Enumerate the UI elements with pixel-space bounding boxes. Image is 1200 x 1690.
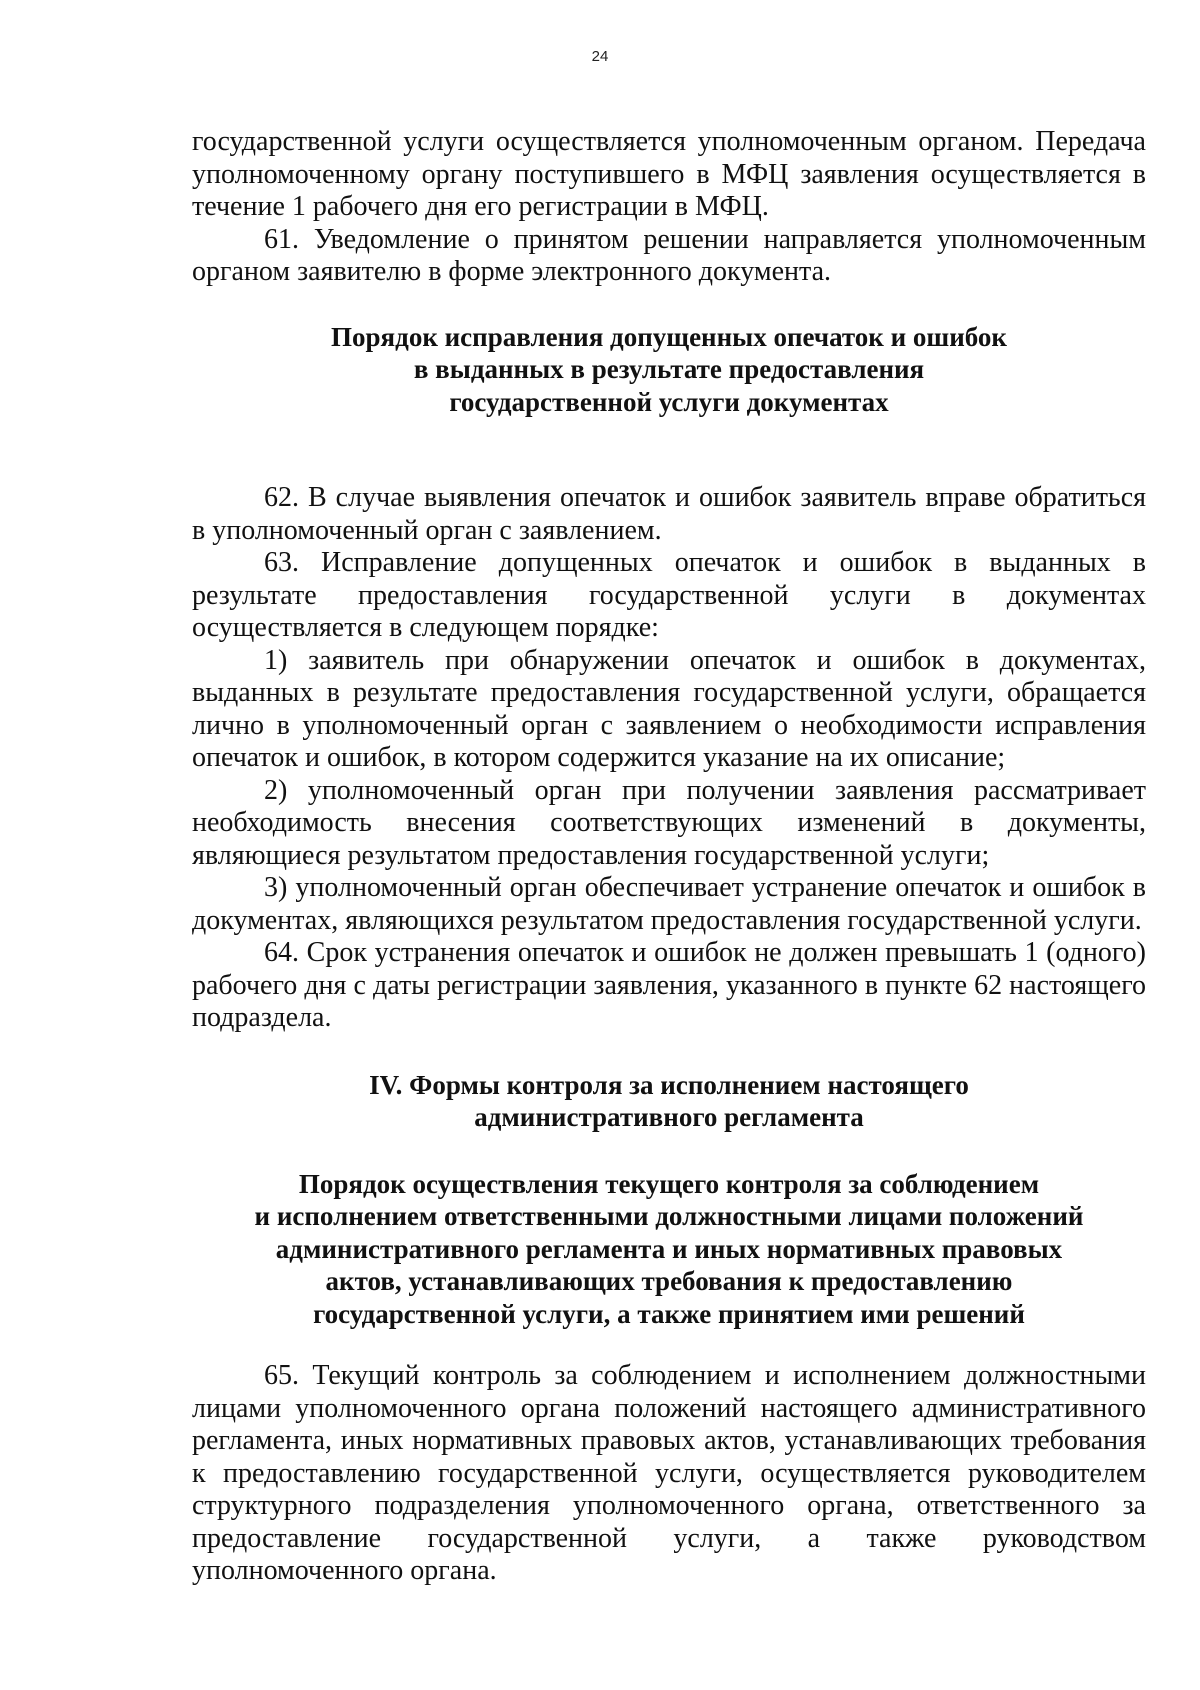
heading-error-correction: [192, 321, 1146, 419]
heading-line: IV. Формы контроля за исполнением настоящего: [369, 1069, 969, 1100]
paragraph-64: 64. Срок устранения опечаток и ошибок не должен превышать 1 (одного) рабочего дня с даты регистрации заявления, указанного в пункте 62 настоящего подраздела.: [192, 937, 1146, 1033]
heading-line: административного регламента и иных нормативных правовых: [275, 1233, 1063, 1264]
paragraph-62: 62. В случае выявления опечаток и ошибок заявитель вправе обратиться в уполномоченный орган с заявлением.: [192, 482, 1146, 546]
heading-section-iv: [192, 1069, 1146, 1134]
paragraph-63: 63. Исправление допущенных опечаток и ошибок в выданных в результате предоставления государственной услуги в документах осуществляется в следующем порядке:: [192, 547, 1146, 643]
heading-line: государственной услуги, а также принятием ими решений: [313, 1298, 1025, 1329]
list-item-3: 3) уполномоченный орган обеспечивает устранение опечаток и ошибок в документах, являющихся результатом предоставления государственной услуги.: [192, 872, 1146, 936]
paragraph-61: 61. Уведомление о принятом решении направляется уполномоченным органом заявителю в форме электронного документа.: [192, 223, 1146, 287]
heading-line: Порядок исправления допущенных опечаток и ошибок: [331, 321, 1007, 352]
page-number: 24: [591, 48, 609, 65]
heading-line: административного регламента: [474, 1102, 864, 1132]
heading-line: государственной услуги документах: [449, 386, 889, 417]
paragraph-continuation: государственной услуги осуществляется уполномоченным органом. Передача уполномоченному органу поступившего в МФЦ заявления осуществляется в течение 1 рабочего дня его регистрации в МФЦ.: [192, 126, 1146, 222]
list-item-2: 2) уполномоченный орган при получении заявления рассматривает необходимость внесения соответствующих изменений в документы, являющиеся результатом предоставления государственной услуги;: [192, 774, 1146, 871]
heading-line: актов, устанавливающих требования к предоставлению: [325, 1266, 1013, 1296]
paragraph-65: 65. Текущий контроль за соблюдением и исполнением должностными лицами уполномоченного органа положений настоящего административного регламента, иных нормативных правовых актов, устанавливающих требования к предоставлению государственной услуги, осуществляется руководителем структурного подразделения уполномоченного органа, ответственного за предоставление государственной услуги, а также руководством уполномоченного органа.: [192, 1360, 1146, 1586]
heading-current-control: [192, 1168, 1146, 1331]
heading-line: в выданных в результате предоставления: [413, 354, 925, 384]
list-item-1: 1) заявитель при обнаружении опечаток и ошибок в документах, выданных в результате предоставления государственной услуги, обращается лично в уполномоченный орган с заявлением о необходимости исправления опечаток и ошибок, в котором содержится указание на их описание;: [192, 644, 1146, 773]
heading-line: и исполнением ответственными должностными лицами положений: [254, 1201, 1084, 1231]
document-body: [192, 126, 1146, 1588]
heading-line: Порядок осуществления текущего контроля за соблюдением: [298, 1168, 1040, 1199]
